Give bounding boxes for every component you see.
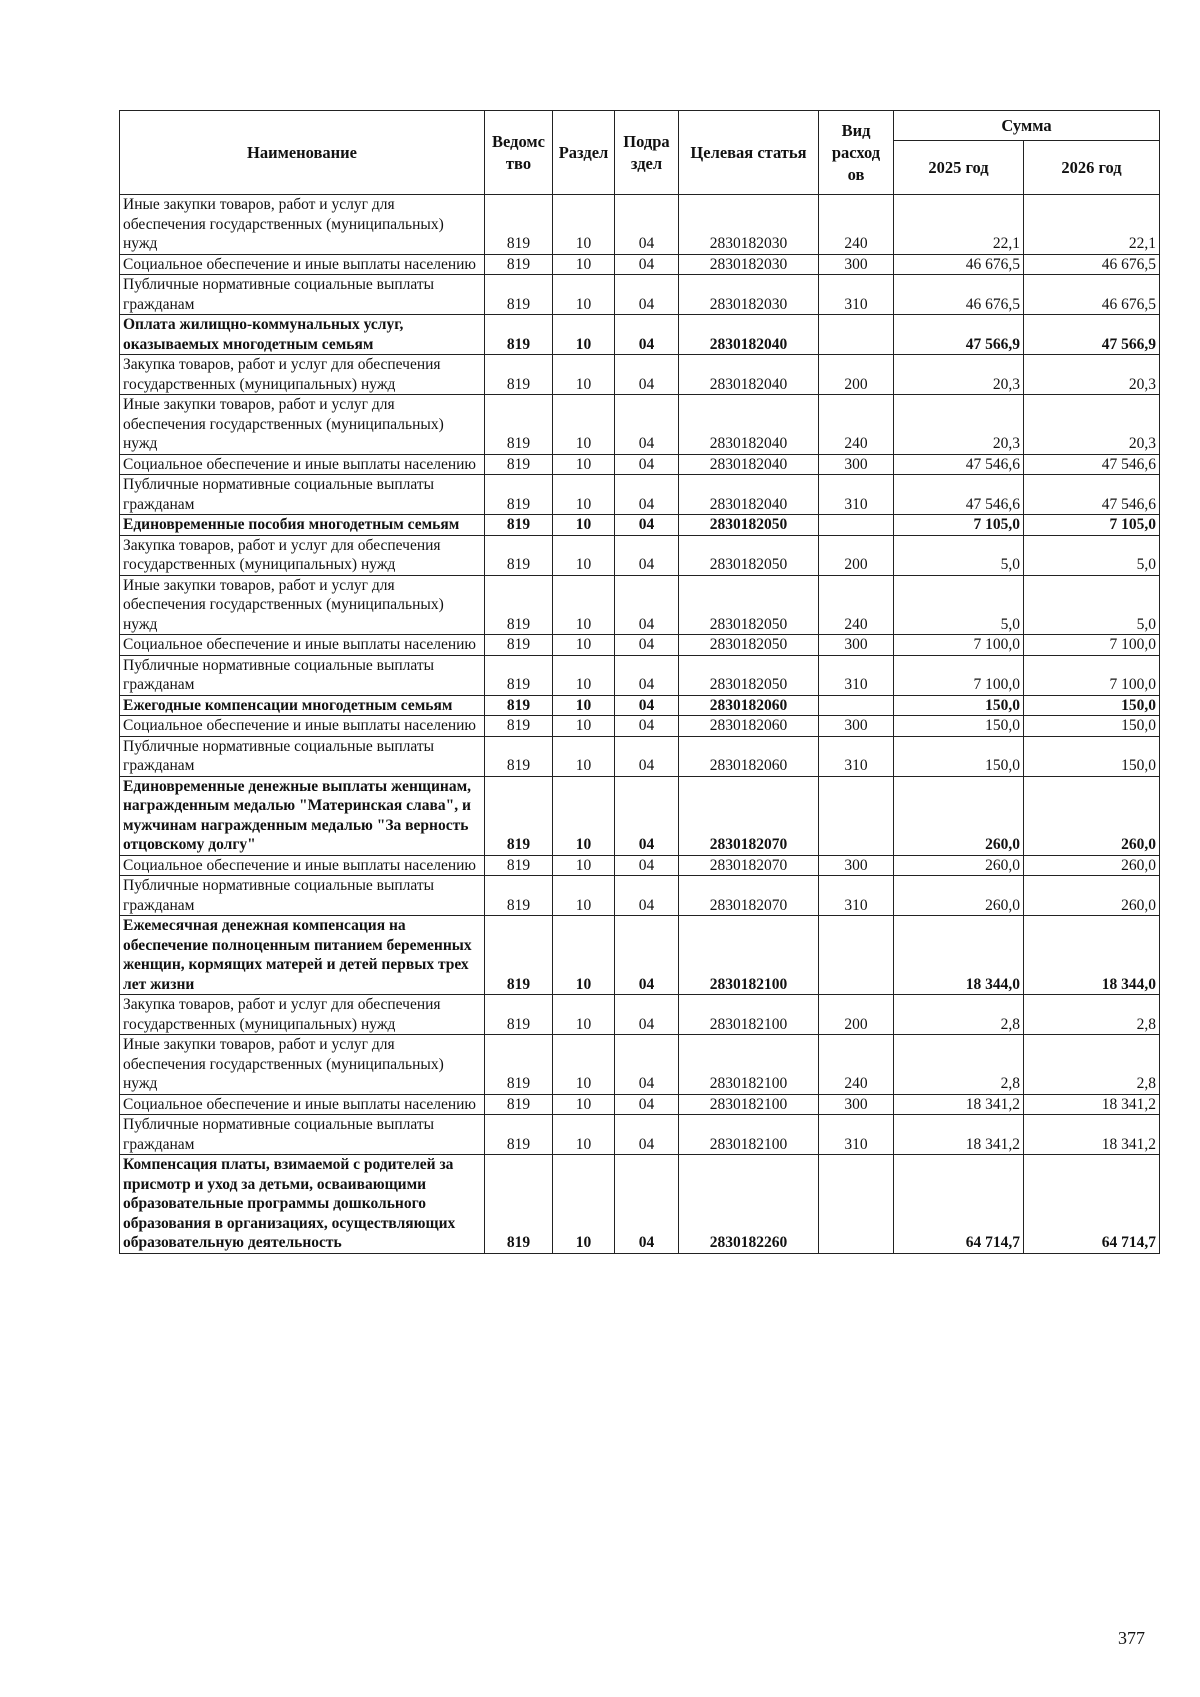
row-section: 10: [553, 776, 615, 855]
row-name: Закупка товаров, работ и услуг для обеспечения государственных (муниципальных) нужд: [120, 535, 485, 575]
table-row: [120, 635, 1160, 656]
row-2025: 18 341,2: [894, 1094, 1024, 1115]
row-kind: 300: [819, 855, 894, 876]
row-name: Ежемесячная денежная компенсация на обеспечение полноценным питанием беременных женщин, кормящих матерей и детей первых трех лет жизни: [120, 916, 485, 995]
row-2025: 20,3: [894, 395, 1024, 455]
row-subsection: 04: [615, 355, 679, 395]
table-row: [120, 1094, 1160, 1115]
row-section: 10: [553, 355, 615, 395]
row-kind: 300: [819, 254, 894, 275]
header-kind: Вид расход ов: [819, 111, 894, 195]
row-target: 2830182030: [679, 254, 819, 275]
table-body: [120, 195, 1160, 1254]
row-2026: 7 100,0: [1024, 655, 1160, 695]
table-row: [120, 716, 1160, 737]
row-section: 10: [553, 535, 615, 575]
row-kind: 300: [819, 635, 894, 656]
row-kind: [819, 916, 894, 995]
row-dept: 819: [485, 515, 553, 536]
row-dept: 819: [485, 454, 553, 475]
table-row: [120, 454, 1160, 475]
row-kind: [819, 695, 894, 716]
row-section: 10: [553, 995, 615, 1035]
row-dept: 819: [485, 655, 553, 695]
row-kind: 310: [819, 655, 894, 695]
row-2026: 22,1: [1024, 195, 1160, 255]
row-kind: 200: [819, 995, 894, 1035]
row-2026: 47 546,6: [1024, 454, 1160, 475]
row-name: Иные закупки товаров, работ и услуг для обеспечения государственных (муниципальных) нужд: [120, 395, 485, 455]
row-2026: 7 105,0: [1024, 515, 1160, 536]
row-2026: 47 566,9: [1024, 315, 1160, 355]
row-2026: 18 344,0: [1024, 916, 1160, 995]
row-kind: [819, 1155, 894, 1254]
row-target: 2830182030: [679, 195, 819, 255]
table-row: [120, 916, 1160, 995]
row-kind: 300: [819, 716, 894, 737]
table-row: [120, 535, 1160, 575]
table-row: [120, 575, 1160, 635]
table-row: [120, 655, 1160, 695]
row-dept: 819: [485, 916, 553, 995]
row-2025: 150,0: [894, 716, 1024, 737]
row-2026: 46 676,5: [1024, 275, 1160, 315]
row-2025: 22,1: [894, 195, 1024, 255]
row-2025: 260,0: [894, 876, 1024, 916]
row-dept: 819: [485, 254, 553, 275]
row-2025: 7 100,0: [894, 655, 1024, 695]
row-name: Социальное обеспечение и иные выплаты населению: [120, 855, 485, 876]
row-section: 10: [553, 254, 615, 275]
row-subsection: 04: [615, 195, 679, 255]
row-section: 10: [553, 916, 615, 995]
row-2025: 2,8: [894, 1035, 1024, 1095]
row-subsection: 04: [615, 655, 679, 695]
row-2026: 46 676,5: [1024, 254, 1160, 275]
row-2026: 64 714,7: [1024, 1155, 1160, 1254]
row-2026: 5,0: [1024, 575, 1160, 635]
row-target: 2830182070: [679, 855, 819, 876]
row-2026: 260,0: [1024, 876, 1160, 916]
row-name: Публичные нормативные социальные выплаты гражданам: [120, 1115, 485, 1155]
row-kind: 240: [819, 395, 894, 455]
table-row: [120, 1035, 1160, 1095]
table-row: [120, 1115, 1160, 1155]
row-subsection: 04: [615, 1094, 679, 1115]
row-section: 10: [553, 454, 615, 475]
row-dept: 819: [485, 855, 553, 876]
row-2025: 18 344,0: [894, 916, 1024, 995]
row-2026: 7 100,0: [1024, 635, 1160, 656]
row-2025: 5,0: [894, 535, 1024, 575]
row-target: 2830182040: [679, 395, 819, 455]
row-target: 2830182050: [679, 515, 819, 536]
row-subsection: 04: [615, 876, 679, 916]
row-dept: 819: [485, 635, 553, 656]
row-2026: 150,0: [1024, 736, 1160, 776]
row-name: Единовременные пособия многодетным семьям: [120, 515, 485, 536]
row-dept: 819: [485, 776, 553, 855]
row-target: 2830182050: [679, 535, 819, 575]
table-row: [120, 395, 1160, 455]
row-subsection: 04: [615, 776, 679, 855]
row-target: 2830182100: [679, 1094, 819, 1115]
row-2026: 20,3: [1024, 395, 1160, 455]
row-section: 10: [553, 1094, 615, 1115]
row-2025: 7 105,0: [894, 515, 1024, 536]
table-row: [120, 315, 1160, 355]
row-target: 2830182040: [679, 355, 819, 395]
table-row: [120, 254, 1160, 275]
row-2026: 150,0: [1024, 695, 1160, 716]
table-row: [120, 355, 1160, 395]
row-dept: 819: [485, 1035, 553, 1095]
row-dept: 819: [485, 736, 553, 776]
row-dept: 819: [485, 1155, 553, 1254]
row-2026: 18 341,2: [1024, 1115, 1160, 1155]
row-target: 2830182030: [679, 275, 819, 315]
row-subsection: 04: [615, 454, 679, 475]
header-dept: Ведомс тво: [485, 111, 553, 195]
row-2026: 47 546,6: [1024, 475, 1160, 515]
row-target: 2830182070: [679, 776, 819, 855]
row-kind: 200: [819, 535, 894, 575]
row-section: 10: [553, 315, 615, 355]
row-2025: 150,0: [894, 695, 1024, 716]
row-target: 2830182100: [679, 1035, 819, 1095]
row-2026: 2,8: [1024, 1035, 1160, 1095]
row-2026: 5,0: [1024, 535, 1160, 575]
table-row: [120, 995, 1160, 1035]
row-section: 10: [553, 635, 615, 656]
row-name: Социальное обеспечение и иные выплаты населению: [120, 716, 485, 737]
row-name: Социальное обеспечение и иные выплаты населению: [120, 1094, 485, 1115]
row-section: 10: [553, 475, 615, 515]
row-target: 2830182100: [679, 916, 819, 995]
row-2025: 64 714,7: [894, 1155, 1024, 1254]
table-row: [120, 475, 1160, 515]
row-2026: 260,0: [1024, 776, 1160, 855]
row-subsection: 04: [615, 275, 679, 315]
row-2025: 150,0: [894, 736, 1024, 776]
row-name: Закупка товаров, работ и услуг для обеспечения государственных (муниципальных) нужд: [120, 995, 485, 1035]
row-subsection: 04: [615, 315, 679, 355]
row-dept: 819: [485, 716, 553, 737]
row-2026: 260,0: [1024, 855, 1160, 876]
row-kind: 310: [819, 475, 894, 515]
row-section: 10: [553, 855, 615, 876]
row-2026: 2,8: [1024, 995, 1160, 1035]
row-section: 10: [553, 716, 615, 737]
row-kind: [819, 515, 894, 536]
row-target: 2830182040: [679, 454, 819, 475]
row-2025: 20,3: [894, 355, 1024, 395]
row-dept: 819: [485, 475, 553, 515]
row-section: 10: [553, 195, 615, 255]
row-target: 2830182050: [679, 635, 819, 656]
row-name: Иные закупки товаров, работ и услуг для обеспечения государственных (муниципальных) нужд: [120, 575, 485, 635]
row-2025: 2,8: [894, 995, 1024, 1035]
row-subsection: 04: [615, 635, 679, 656]
row-name: Закупка товаров, работ и услуг для обеспечения государственных (муниципальных) нужд: [120, 355, 485, 395]
table-row: [120, 195, 1160, 255]
table-row: [120, 736, 1160, 776]
table-row: [120, 1155, 1160, 1254]
row-name: Публичные нормативные социальные выплаты гражданам: [120, 275, 485, 315]
row-subsection: 04: [615, 395, 679, 455]
row-target: 2830182040: [679, 315, 819, 355]
row-target: 2830182060: [679, 736, 819, 776]
row-2026: 150,0: [1024, 716, 1160, 737]
row-section: 10: [553, 655, 615, 695]
row-target: 2830182100: [679, 995, 819, 1035]
row-subsection: 04: [615, 1155, 679, 1254]
row-section: 10: [553, 695, 615, 716]
row-kind: 310: [819, 275, 894, 315]
row-2025: 260,0: [894, 776, 1024, 855]
row-kind: 310: [819, 876, 894, 916]
row-kind: 200: [819, 355, 894, 395]
row-target: 2830182050: [679, 575, 819, 635]
row-subsection: 04: [615, 575, 679, 635]
row-dept: 819: [485, 275, 553, 315]
row-section: 10: [553, 515, 615, 536]
row-section: 10: [553, 275, 615, 315]
row-section: 10: [553, 876, 615, 916]
row-name: Компенсация платы, взимаемой с родителей за присмотр и уход за детьми, осваивающими образовательные программы дошкольного образования в организациях, осуществляющих образовательную деятельность: [120, 1155, 485, 1254]
row-target: 2830182050: [679, 655, 819, 695]
header-section: Раздел: [553, 111, 615, 195]
row-dept: 819: [485, 1094, 553, 1115]
row-dept: 819: [485, 395, 553, 455]
row-name: Иные закупки товаров, работ и услуг для обеспечения государственных (муниципальных) нужд: [120, 1035, 485, 1095]
row-subsection: 04: [615, 855, 679, 876]
row-target: 2830182040: [679, 475, 819, 515]
row-kind: 300: [819, 1094, 894, 1115]
row-subsection: 04: [615, 1035, 679, 1095]
row-2026: 18 341,2: [1024, 1094, 1160, 1115]
row-target: 2830182100: [679, 1115, 819, 1155]
row-2025: 47 546,6: [894, 475, 1024, 515]
row-section: 10: [553, 1035, 615, 1095]
row-target: 2830182070: [679, 876, 819, 916]
row-name: Социальное обеспечение и иные выплаты населению: [120, 454, 485, 475]
header-2025: 2025 год: [894, 141, 1024, 195]
row-kind: 310: [819, 736, 894, 776]
row-kind: 240: [819, 195, 894, 255]
row-section: 10: [553, 395, 615, 455]
row-section: 10: [553, 1115, 615, 1155]
row-subsection: 04: [615, 716, 679, 737]
budget-table: [119, 110, 1160, 1254]
row-subsection: 04: [615, 1115, 679, 1155]
row-section: 10: [553, 575, 615, 635]
row-name: Публичные нормативные социальные выплаты гражданам: [120, 736, 485, 776]
row-2025: 5,0: [894, 575, 1024, 635]
row-dept: 819: [485, 355, 553, 395]
row-subsection: 04: [615, 475, 679, 515]
table-row: [120, 776, 1160, 855]
row-subsection: 04: [615, 535, 679, 575]
row-dept: 819: [485, 995, 553, 1035]
row-kind: 240: [819, 575, 894, 635]
row-name: Оплата жилищно-коммунальных услуг, оказываемых многодетным семьям: [120, 315, 485, 355]
row-2025: 46 676,5: [894, 275, 1024, 315]
row-2026: 20,3: [1024, 355, 1160, 395]
row-kind: [819, 315, 894, 355]
row-section: 10: [553, 736, 615, 776]
table-row: [120, 275, 1160, 315]
row-target: 2830182060: [679, 695, 819, 716]
header-sum: Сумма: [894, 111, 1160, 141]
row-2025: 47 566,9: [894, 315, 1024, 355]
table-row: [120, 515, 1160, 536]
table-row: [120, 695, 1160, 716]
table-row: [120, 855, 1160, 876]
row-kind: 300: [819, 454, 894, 475]
row-2025: 18 341,2: [894, 1115, 1024, 1155]
row-2025: 46 676,5: [894, 254, 1024, 275]
row-subsection: 04: [615, 254, 679, 275]
row-dept: 819: [485, 535, 553, 575]
row-subsection: 04: [615, 515, 679, 536]
row-dept: 819: [485, 1115, 553, 1155]
row-name: Социальное обеспечение и иные выплаты населению: [120, 635, 485, 656]
row-dept: 819: [485, 315, 553, 355]
row-subsection: 04: [615, 916, 679, 995]
header-name: Наименование: [120, 111, 485, 195]
header-subsection: Подра здел: [615, 111, 679, 195]
row-name: Ежегодные компенсации многодетным семьям: [120, 695, 485, 716]
row-kind: [819, 776, 894, 855]
row-name: Социальное обеспечение и иные выплаты населению: [120, 254, 485, 275]
header-2026: 2026 год: [1024, 141, 1160, 195]
row-name: Иные закупки товаров, работ и услуг для обеспечения государственных (муниципальных) нужд: [120, 195, 485, 255]
row-target: 2830182060: [679, 716, 819, 737]
row-subsection: 04: [615, 736, 679, 776]
row-name: Единовременные денежные выплаты женщинам, награжденным медалью "Материнская слава", и мужчинам награжденным медалью "За верность отцовскому долгу": [120, 776, 485, 855]
table-row: [120, 876, 1160, 916]
row-name: Публичные нормативные социальные выплаты гражданам: [120, 475, 485, 515]
row-2025: 260,0: [894, 855, 1024, 876]
row-target: 2830182260: [679, 1155, 819, 1254]
row-dept: 819: [485, 876, 553, 916]
row-dept: 819: [485, 695, 553, 716]
row-dept: 819: [485, 195, 553, 255]
row-kind: 240: [819, 1035, 894, 1095]
row-2025: 47 546,6: [894, 454, 1024, 475]
row-name: Публичные нормативные социальные выплаты гражданам: [120, 655, 485, 695]
row-kind: 310: [819, 1115, 894, 1155]
row-subsection: 04: [615, 995, 679, 1035]
row-subsection: 04: [615, 695, 679, 716]
header-target: Целевая статья: [679, 111, 819, 195]
row-dept: 819: [485, 575, 553, 635]
row-section: 10: [553, 1155, 615, 1254]
page-number: 377: [1118, 1628, 1145, 1648]
row-name: Публичные нормативные социальные выплаты гражданам: [120, 876, 485, 916]
row-2025: 7 100,0: [894, 635, 1024, 656]
